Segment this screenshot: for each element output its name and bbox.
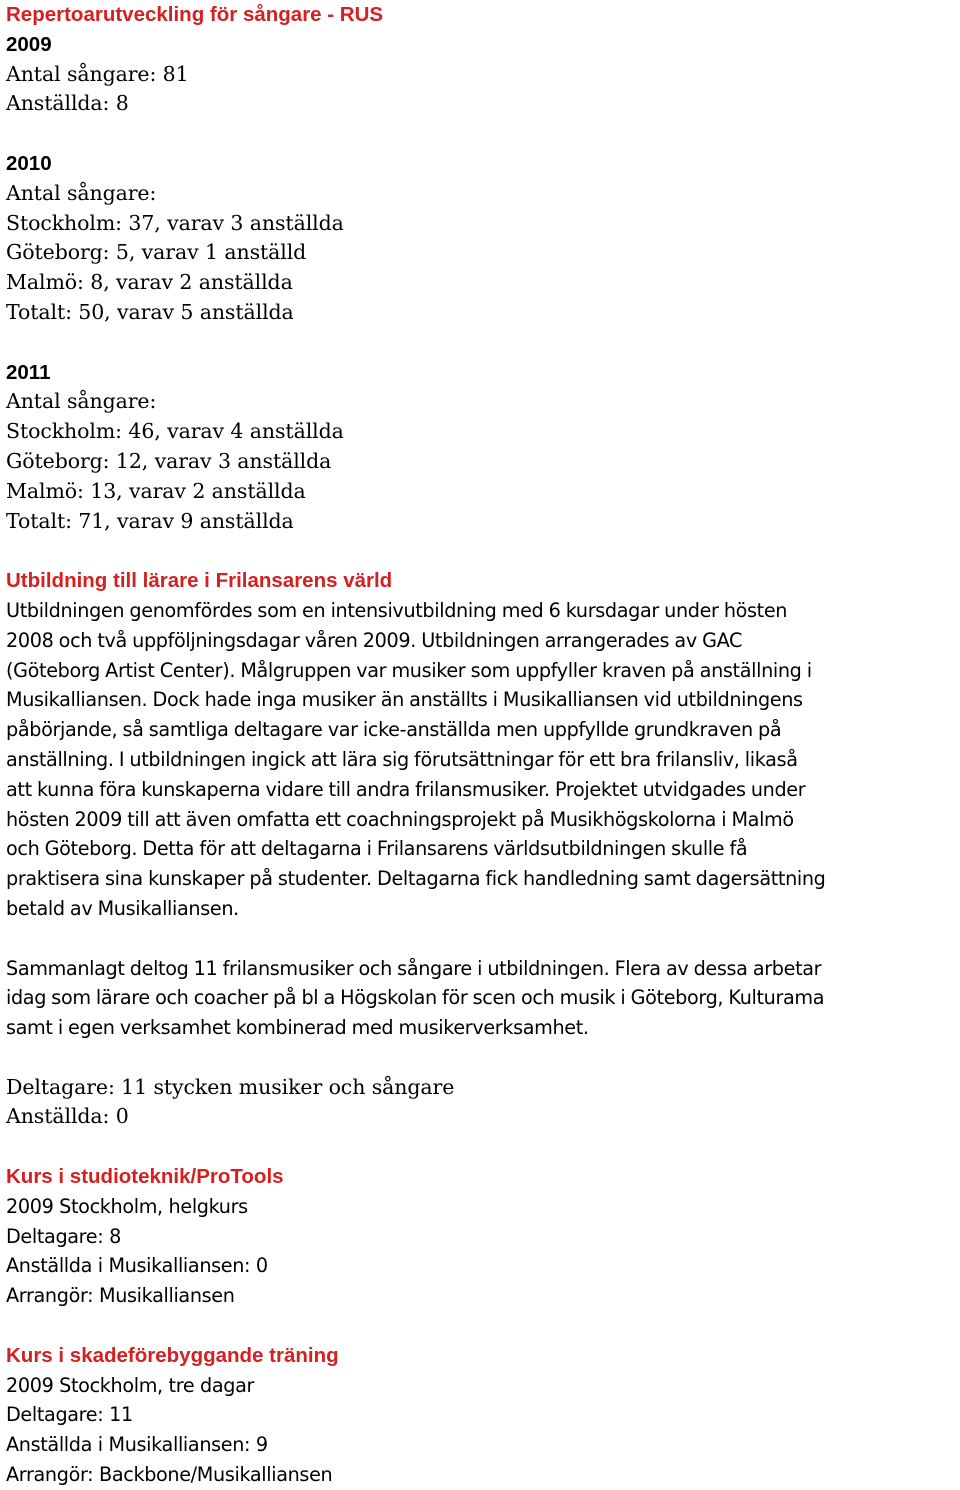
section-heading-skade: Kurs i skadeförebyggande träning xyxy=(6,1343,339,1367)
spacer xyxy=(6,1132,956,1162)
studio-line: Arrangör: Musikalliansen xyxy=(6,1284,235,1308)
studio-subline: 2009 Stockholm, helgkurs xyxy=(6,1194,248,1218)
spacer xyxy=(6,536,956,566)
spacer xyxy=(6,119,956,149)
paragraph-line: och Göteborg. Detta för att deltagarna i Frilansarens världsutbildningen skulle få xyxy=(6,837,748,861)
rus-2011-line: Malmö: 13, varav 2 anställda xyxy=(6,478,306,503)
paragraph-line: påbörjande, så samtliga deltagare var icke-anställda men uppfyllde grundkraven på xyxy=(6,718,782,742)
studio-line: Deltagare: 8 xyxy=(6,1224,121,1248)
year-2009: 2009 xyxy=(6,32,52,56)
paragraph-line: Utbildningen genomfördes som en intensivutbildning med 6 kursdagar under hösten xyxy=(6,598,788,622)
skade-line: Anställda i Musikalliansen: 9 xyxy=(6,1433,268,1457)
rus-2011-line: Antal sångare: xyxy=(6,389,157,414)
paragraph-line: (Göteborg Artist Center). Målgruppen var musiker som uppfyller kraven på anställning i xyxy=(6,658,812,682)
paragraph-line: hösten 2009 till att även omfatta ett coachningsprojekt på Musikhögskolorna i Malmö xyxy=(6,807,794,831)
section-heading-studio: Kurs i studioteknik/ProTools xyxy=(6,1165,284,1189)
rus-2010-line: Göteborg: 5, varav 1 anställd xyxy=(6,240,307,265)
paragraph-line: att kunna föra kunskaperna vidare till andra frilansmusiker. Projektet utvidgades under xyxy=(6,777,806,801)
skade-line: Arrangör: Backbone/Musikalliansen xyxy=(6,1463,333,1487)
paragraph-line: Sammanlagt deltog 11 frilansmusiker och sångare i utbildningen. Flera av dessa arbetar xyxy=(6,956,822,980)
rus-2011-line: Totalt: 71, varav 9 anställda xyxy=(6,508,294,533)
frilans-summary-line: Anställda: 0 xyxy=(6,1104,129,1129)
year-2010: 2010 xyxy=(6,151,52,175)
rus-2010-line: Antal sångare: xyxy=(6,180,157,205)
paragraph-line: anställning. I utbildningen ingick att lära sig förutsättningar för ett bra frilansliv, likaså xyxy=(6,747,798,771)
paragraph-line: idag som lärare och coacher på bl a Högskolan för scen och musik i Göteborg, Kulturama xyxy=(6,986,825,1010)
spacer xyxy=(6,1311,956,1341)
spacer xyxy=(6,328,956,358)
rus-2010-line: Stockholm: 37, varav 3 anställda xyxy=(6,210,344,235)
paragraph-line: samt i egen verksamhet kombinerad med musikerverksamhet. xyxy=(6,1016,589,1040)
section-heading-frilans: Utbildning till lärare i Frilansarens värld xyxy=(6,569,393,593)
frilans-paragraph-1 xyxy=(6,596,954,924)
spacer xyxy=(6,1043,956,1073)
paragraph-line: Musikalliansen. Dock hade inga musiker än anställts i Musikalliansen vid utbildningens xyxy=(6,688,803,712)
studio-line: Anställda i Musikalliansen: 0 xyxy=(6,1254,268,1278)
spacer xyxy=(6,924,956,954)
paragraph-line: 2008 och två uppföljningsdagar våren 2009. Utbildningen arrangerades av GAC xyxy=(6,628,743,652)
paragraph-line: betald av Musikalliansen. xyxy=(6,896,239,920)
frilans-paragraph-2 xyxy=(6,954,954,1043)
skade-line: Deltagare: 11 xyxy=(6,1403,133,1427)
section-heading-rus: Repertoarutveckling för sångare - RUS xyxy=(6,3,384,26)
frilans-summary-line: Deltagare: 11 stycken musiker och sångare xyxy=(6,1074,455,1099)
rus-2009-line: Anställda: 8 xyxy=(6,91,129,116)
rus-2011-line: Göteborg: 12, varav 3 anställda xyxy=(6,448,332,473)
rus-2009-line: Antal sångare: 81 xyxy=(6,61,189,86)
paragraph-line: praktisera sina kunskaper på studenter. Deltagarna fick handledning samt dagersättning xyxy=(6,867,826,891)
rus-2010-line: Malmö: 8, varav 2 anställda xyxy=(6,270,293,295)
year-2011: 2011 xyxy=(6,360,51,384)
rus-2011-line: Stockholm: 46, varav 4 anställda xyxy=(6,419,344,444)
rus-2010-line: Totalt: 50, varav 5 anställda xyxy=(6,299,294,324)
skade-subline: 2009 Stockholm, tre dagar xyxy=(6,1373,255,1397)
